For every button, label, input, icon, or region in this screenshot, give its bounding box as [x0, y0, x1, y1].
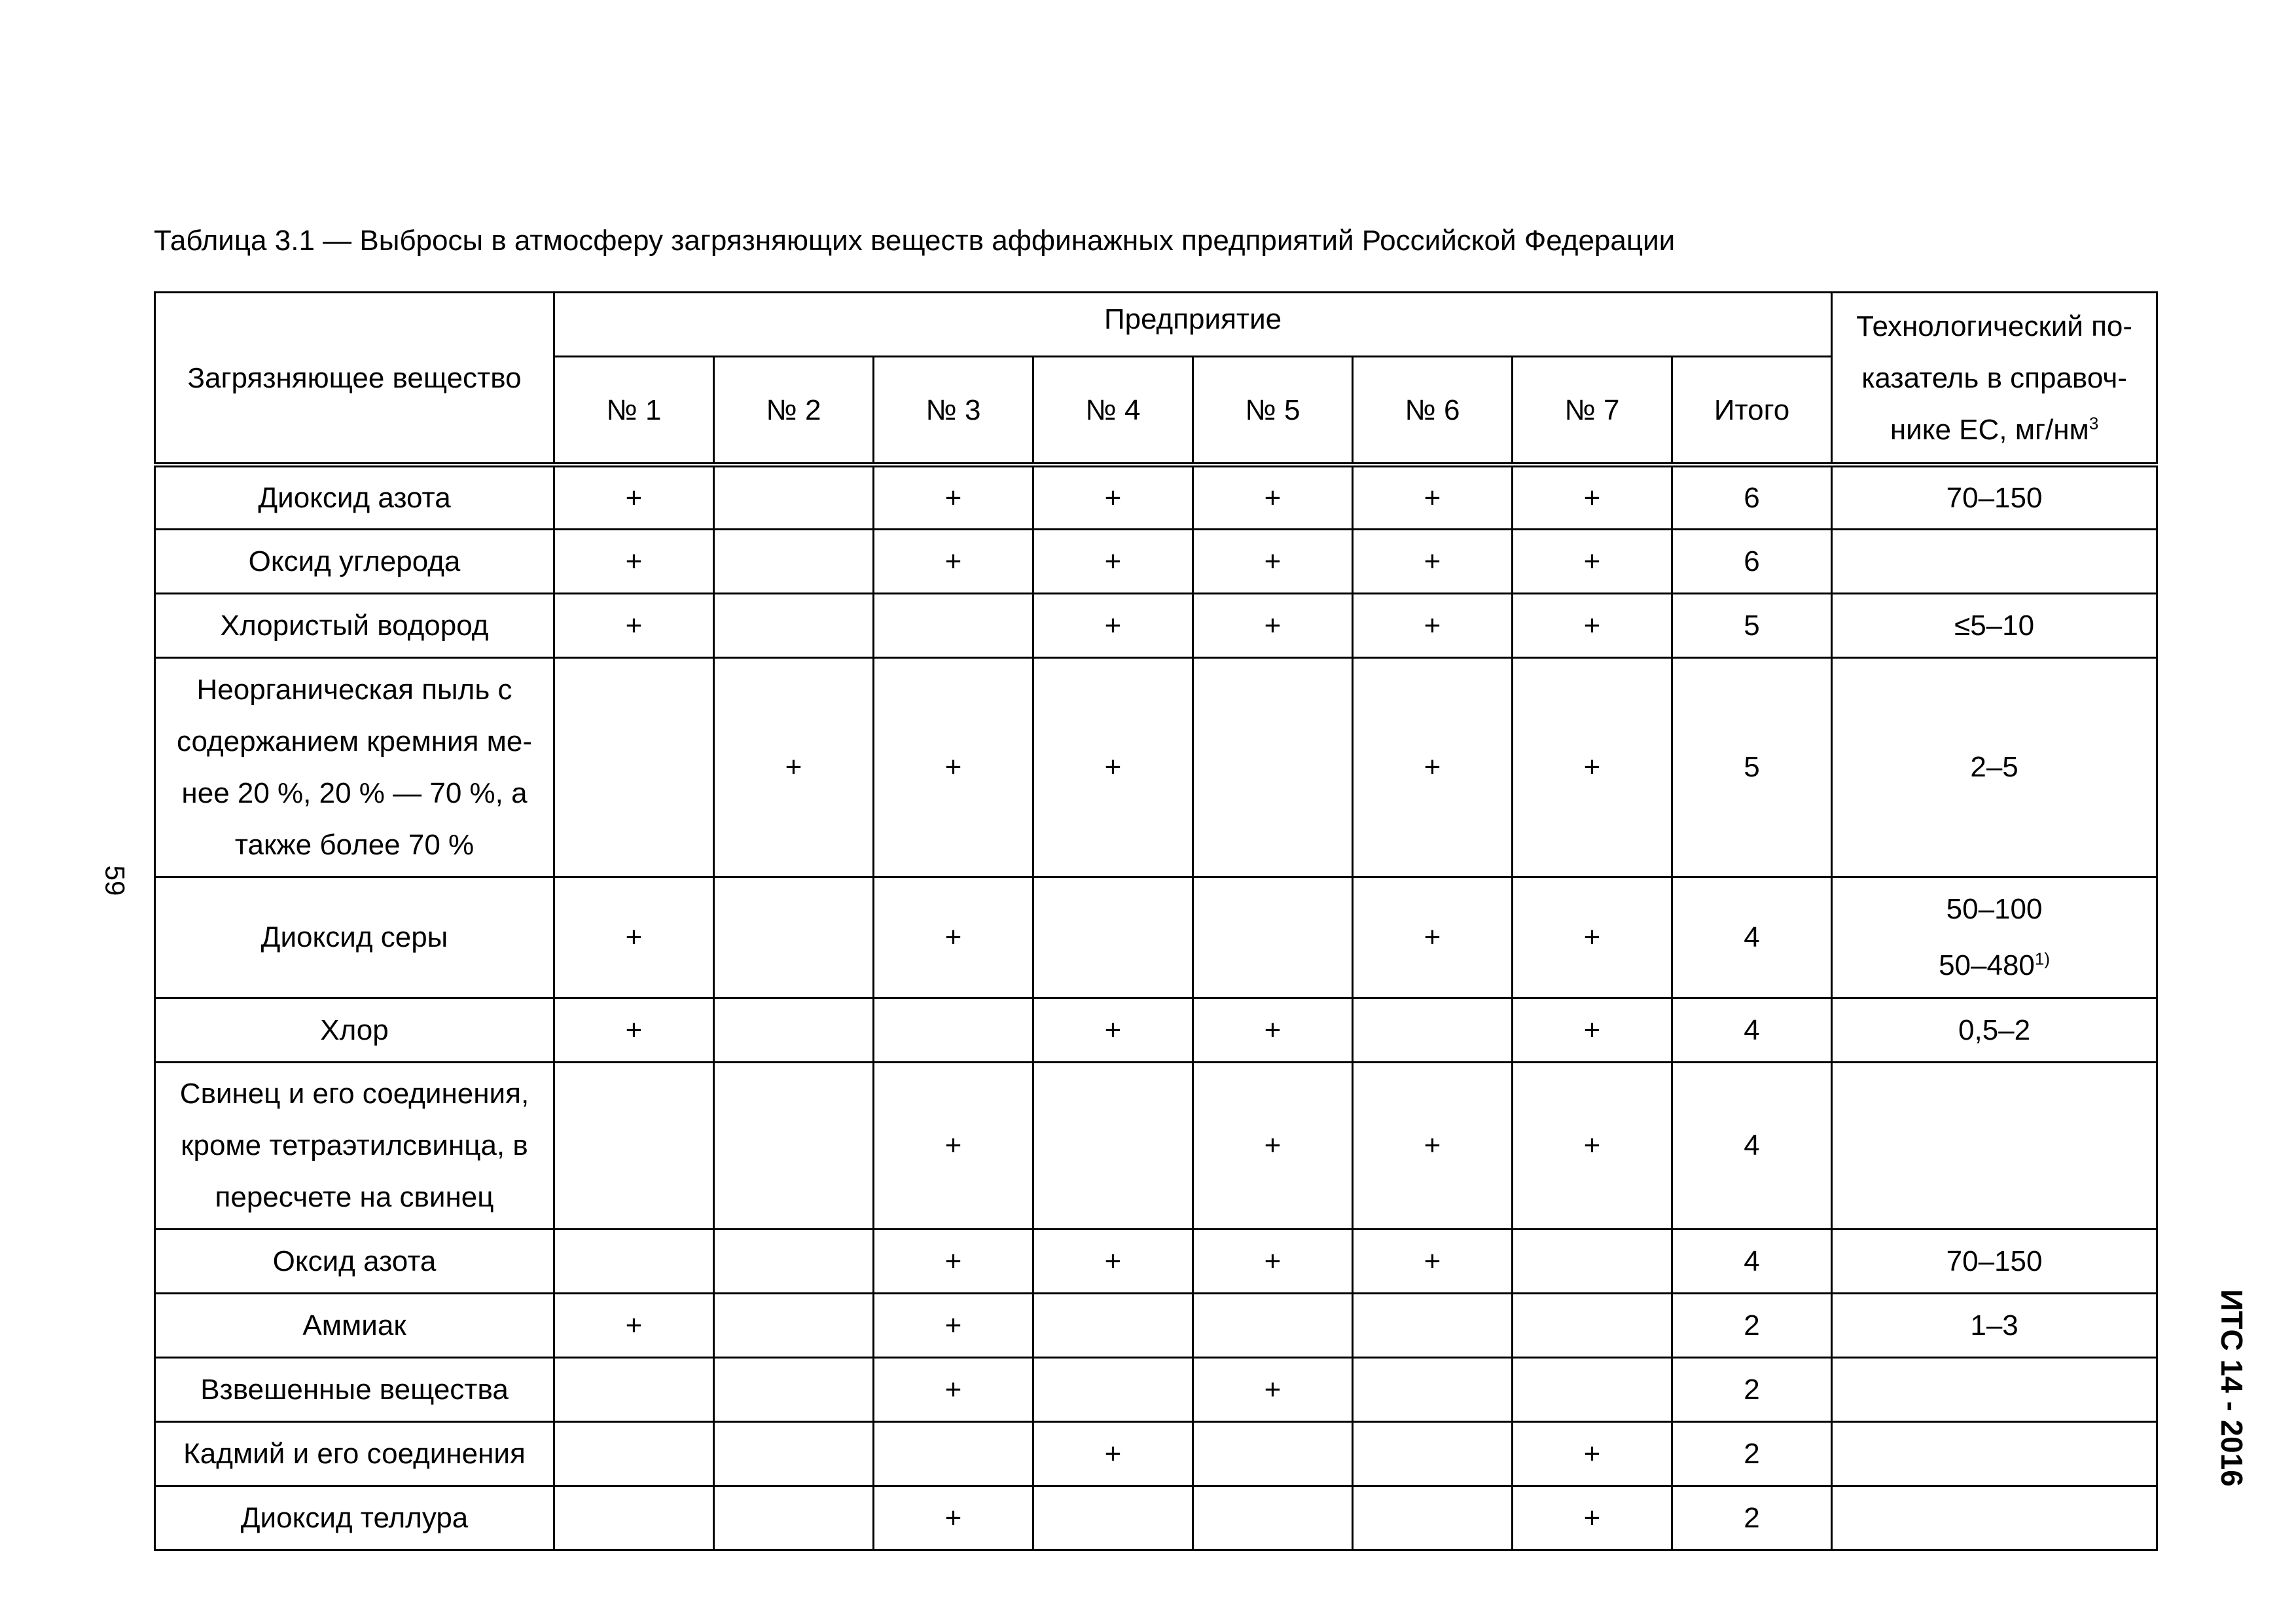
ec-value-line: 2–5: [1970, 751, 2018, 783]
ec-value-line: 0,5–2: [1958, 1013, 2031, 1046]
table-row: [155, 1229, 2157, 1293]
ec-value-line: 50–100: [1946, 892, 2043, 925]
mark-cell-enterprise-3: +: [874, 1229, 1033, 1293]
ec-indicator-cell: [1832, 1229, 2157, 1293]
mark-cell-enterprise-2: +: [714, 657, 874, 877]
mark-cell-enterprise-3: +: [874, 1357, 1033, 1421]
mark-cell-enterprise-4: +: [1033, 1421, 1193, 1486]
mark-cell-enterprise-2: [714, 1293, 874, 1357]
mark-cell-enterprise-4: +: [1033, 465, 1193, 529]
mark-cell-enterprise-4: [1033, 877, 1193, 998]
header-enterprise: Предприятие: [554, 293, 1832, 357]
header-ec-line: Технологический по-: [1856, 310, 2133, 342]
mark-cell-enterprise-5: +: [1193, 1062, 1353, 1229]
substance-cell: [155, 998, 554, 1062]
ec-indicator-cell: [1832, 998, 2157, 1062]
header-column: № 1: [554, 357, 714, 465]
table-row: [155, 1357, 2157, 1421]
substance-name-line: нее 20 %, 20 % — 70 %, а: [181, 776, 528, 809]
mark-cell-enterprise-5: +: [1193, 998, 1353, 1062]
mark-cell-enterprise-2: [714, 465, 874, 529]
header-ec-line: казатель в справоч-: [1861, 361, 2127, 394]
mark-cell-enterprise-7: +: [1513, 1062, 1672, 1229]
mark-cell-enterprise-3: +: [874, 1486, 1033, 1550]
total-cell: 5: [1672, 593, 1832, 657]
mark-cell-enterprise-5: [1193, 1486, 1353, 1550]
substance-name-line: Диоксид азота: [258, 481, 451, 514]
mark-cell-enterprise-5: [1193, 1421, 1353, 1486]
mark-cell-enterprise-7: [1513, 1293, 1672, 1357]
ec-indicator-cell: [1832, 1421, 2157, 1486]
table-row: [155, 1421, 2157, 1486]
mark-cell-enterprise-4: [1033, 1293, 1193, 1357]
ec-indicator-cell: [1832, 593, 2157, 657]
header-ec-line: нике ЕС, мг/нм: [1890, 413, 2089, 446]
mark-cell-enterprise-3: +: [874, 877, 1033, 998]
mark-cell-enterprise-3: [874, 998, 1033, 1062]
ec-value-line: ≤5–10: [1954, 609, 2035, 642]
table-row: [155, 1486, 2157, 1550]
substance-cell: [155, 1357, 554, 1421]
mark-cell-enterprise-7: [1513, 1229, 1672, 1293]
substance-name-line: Диоксид теллура: [240, 1501, 469, 1534]
header-ec-indicator: [1832, 293, 2157, 465]
mark-cell-enterprise-3: +: [874, 1293, 1033, 1357]
mark-cell-enterprise-1: +: [554, 529, 714, 593]
substance-name-line: Взвешенные вещества: [200, 1373, 509, 1406]
mark-cell-enterprise-6: [1353, 1486, 1513, 1550]
table-row: [155, 1293, 2157, 1357]
substance-name-line: Свинец и его соединения,: [179, 1078, 529, 1110]
mark-cell-enterprise-1: [554, 1229, 714, 1293]
substance-name-line: Аммиак: [302, 1309, 406, 1341]
substance-name-line: Диоксид серы: [260, 921, 448, 953]
total-cell: 4: [1672, 1062, 1832, 1229]
mark-cell-enterprise-5: [1193, 657, 1353, 877]
header-substance: Загрязняющее вещество: [155, 293, 554, 465]
ec-value-line: 1–3: [1970, 1309, 2018, 1341]
substance-cell: [155, 1062, 554, 1229]
mark-cell-enterprise-4: [1033, 1486, 1193, 1550]
mark-cell-enterprise-7: +: [1513, 1486, 1672, 1550]
header-column: № 6: [1353, 357, 1513, 465]
substance-name-line: Оксид азота: [272, 1245, 437, 1277]
table-row: [155, 657, 2157, 877]
substance-name-line: также более 70 %: [234, 828, 475, 861]
substance-cell: [155, 657, 554, 877]
substance-cell: [155, 1229, 554, 1293]
substance-cell: [155, 465, 554, 529]
page-number: 59: [99, 865, 131, 896]
mark-cell-enterprise-1: [554, 657, 714, 877]
header-column: № 3: [874, 357, 1033, 465]
mark-cell-enterprise-1: [554, 1357, 714, 1421]
total-cell: 2: [1672, 1486, 1832, 1550]
mark-cell-enterprise-6: +: [1353, 657, 1513, 877]
table-row: [155, 877, 2157, 998]
substance-name-line: содержанием кремния ме-: [176, 725, 533, 757]
mark-cell-enterprise-6: +: [1353, 465, 1513, 529]
mark-cell-enterprise-5: +: [1193, 593, 1353, 657]
ec-indicator-cell: [1832, 1357, 2157, 1421]
mark-cell-enterprise-5: [1193, 1293, 1353, 1357]
emissions-table: [154, 291, 2158, 1551]
mark-cell-enterprise-1: [554, 1062, 714, 1229]
ec-indicator-cell: [1832, 1486, 2157, 1550]
total-cell: 5: [1672, 657, 1832, 877]
mark-cell-enterprise-7: +: [1513, 529, 1672, 593]
substance-cell: [155, 1293, 554, 1357]
total-cell: 4: [1672, 877, 1832, 998]
mark-cell-enterprise-3: +: [874, 1062, 1033, 1229]
ec-indicator-cell: [1832, 529, 2157, 593]
mark-cell-enterprise-3: [874, 1421, 1033, 1486]
ec-indicator-cell: [1832, 465, 2157, 529]
substance-cell: [155, 1421, 554, 1486]
mark-cell-enterprise-5: +: [1193, 1357, 1353, 1421]
substance-cell: [155, 593, 554, 657]
total-cell: 6: [1672, 465, 1832, 529]
mark-cell-enterprise-3: +: [874, 657, 1033, 877]
mark-cell-enterprise-4: +: [1033, 1229, 1193, 1293]
mark-cell-enterprise-5: +: [1193, 1229, 1353, 1293]
mark-cell-enterprise-1: +: [554, 1293, 714, 1357]
substance-name-line: Хлор: [320, 1013, 389, 1046]
mark-cell-enterprise-2: [714, 1357, 874, 1421]
total-cell: 2: [1672, 1357, 1832, 1421]
ec-value-line: 70–150: [1946, 481, 2043, 514]
mark-cell-enterprise-1: +: [554, 877, 714, 998]
mark-cell-enterprise-4: +: [1033, 657, 1193, 877]
ec-footnote-marker: 1): [2034, 948, 2051, 968]
mark-cell-enterprise-3: +: [874, 529, 1033, 593]
mark-cell-enterprise-2: [714, 1421, 874, 1486]
substance-name-line: Неорганическая пыль с: [196, 673, 512, 706]
mark-cell-enterprise-6: +: [1353, 593, 1513, 657]
header-column: № 7: [1513, 357, 1672, 465]
substance-cell: [155, 1486, 554, 1550]
ec-value-line: 70–150: [1946, 1245, 2043, 1277]
substance-name-line: Оксид углерода: [248, 545, 461, 577]
mark-cell-enterprise-4: +: [1033, 998, 1193, 1062]
header-column: № 4: [1033, 357, 1193, 465]
mark-cell-enterprise-2: [714, 877, 874, 998]
substance-cell: [155, 877, 554, 998]
mark-cell-enterprise-1: +: [554, 998, 714, 1062]
mark-cell-enterprise-5: [1193, 877, 1353, 998]
mark-cell-enterprise-2: [714, 593, 874, 657]
mark-cell-enterprise-2: [714, 998, 874, 1062]
table-row: [155, 529, 2157, 593]
mark-cell-enterprise-2: [714, 1486, 874, 1550]
total-cell: 4: [1672, 998, 1832, 1062]
mark-cell-enterprise-6: +: [1353, 877, 1513, 998]
mark-cell-enterprise-7: [1513, 1357, 1672, 1421]
table-body: [155, 465, 2157, 1550]
table-row: [155, 593, 2157, 657]
ec-indicator-cell: [1832, 877, 2157, 998]
mark-cell-enterprise-7: +: [1513, 657, 1672, 877]
header-column-total: Итого: [1672, 357, 1832, 465]
mark-cell-enterprise-7: +: [1513, 877, 1672, 998]
header-column: № 5: [1193, 357, 1353, 465]
substance-name-line: Хлористый водород: [220, 609, 489, 642]
mark-cell-enterprise-1: [554, 1421, 714, 1486]
total-cell: 2: [1672, 1421, 1832, 1486]
total-cell: 6: [1672, 529, 1832, 593]
mark-cell-enterprise-3: [874, 593, 1033, 657]
mark-cell-enterprise-7: +: [1513, 465, 1672, 529]
mark-cell-enterprise-1: +: [554, 465, 714, 529]
mark-cell-enterprise-3: +: [874, 465, 1033, 529]
mark-cell-enterprise-6: [1353, 1293, 1513, 1357]
table-caption: Таблица 3.1 — Выбросы в атмосферу загрязняющих веществ аффинажных предприятий Российской Федерации: [154, 225, 1676, 257]
mark-cell-enterprise-4: +: [1033, 593, 1193, 657]
mark-cell-enterprise-5: +: [1193, 465, 1353, 529]
mark-cell-enterprise-4: [1033, 1062, 1193, 1229]
table-row: [155, 465, 2157, 529]
header-column: № 2: [714, 357, 874, 465]
mark-cell-enterprise-7: +: [1513, 1421, 1672, 1486]
mark-cell-enterprise-7: +: [1513, 593, 1672, 657]
mark-cell-enterprise-2: [714, 1229, 874, 1293]
substance-cell: [155, 529, 554, 593]
mark-cell-enterprise-6: [1353, 998, 1513, 1062]
mark-cell-enterprise-6: +: [1353, 1062, 1513, 1229]
ec-indicator-cell: [1832, 657, 2157, 877]
mark-cell-enterprise-4: [1033, 1357, 1193, 1421]
mark-cell-enterprise-2: [714, 529, 874, 593]
ec-value-line: 50–480: [1939, 949, 2035, 981]
ec-indicator-cell: [1832, 1062, 2157, 1229]
mark-cell-enterprise-6: [1353, 1357, 1513, 1421]
substance-name-line: Кадмий и его соединения: [183, 1437, 526, 1470]
mark-cell-enterprise-1: [554, 1486, 714, 1550]
mark-cell-enterprise-7: +: [1513, 998, 1672, 1062]
mark-cell-enterprise-6: +: [1353, 529, 1513, 593]
table-row: [155, 1062, 2157, 1229]
mark-cell-enterprise-1: +: [554, 593, 714, 657]
total-cell: 4: [1672, 1229, 1832, 1293]
mark-cell-enterprise-4: +: [1033, 529, 1193, 593]
total-cell: 2: [1672, 1293, 1832, 1357]
header-ec-superscript: 3: [2089, 412, 2099, 433]
mark-cell-enterprise-5: +: [1193, 529, 1353, 593]
substance-name-line: пересчете на свинец: [215, 1181, 494, 1213]
mark-cell-enterprise-6: [1353, 1421, 1513, 1486]
document-side-title: ИТС 14 - 2016: [2215, 1289, 2249, 1487]
substance-name-line: кроме тетраэтилсвинца, в: [181, 1129, 528, 1161]
mark-cell-enterprise-6: +: [1353, 1229, 1513, 1293]
ec-indicator-cell: [1832, 1293, 2157, 1357]
table-row: [155, 998, 2157, 1062]
mark-cell-enterprise-2: [714, 1062, 874, 1229]
